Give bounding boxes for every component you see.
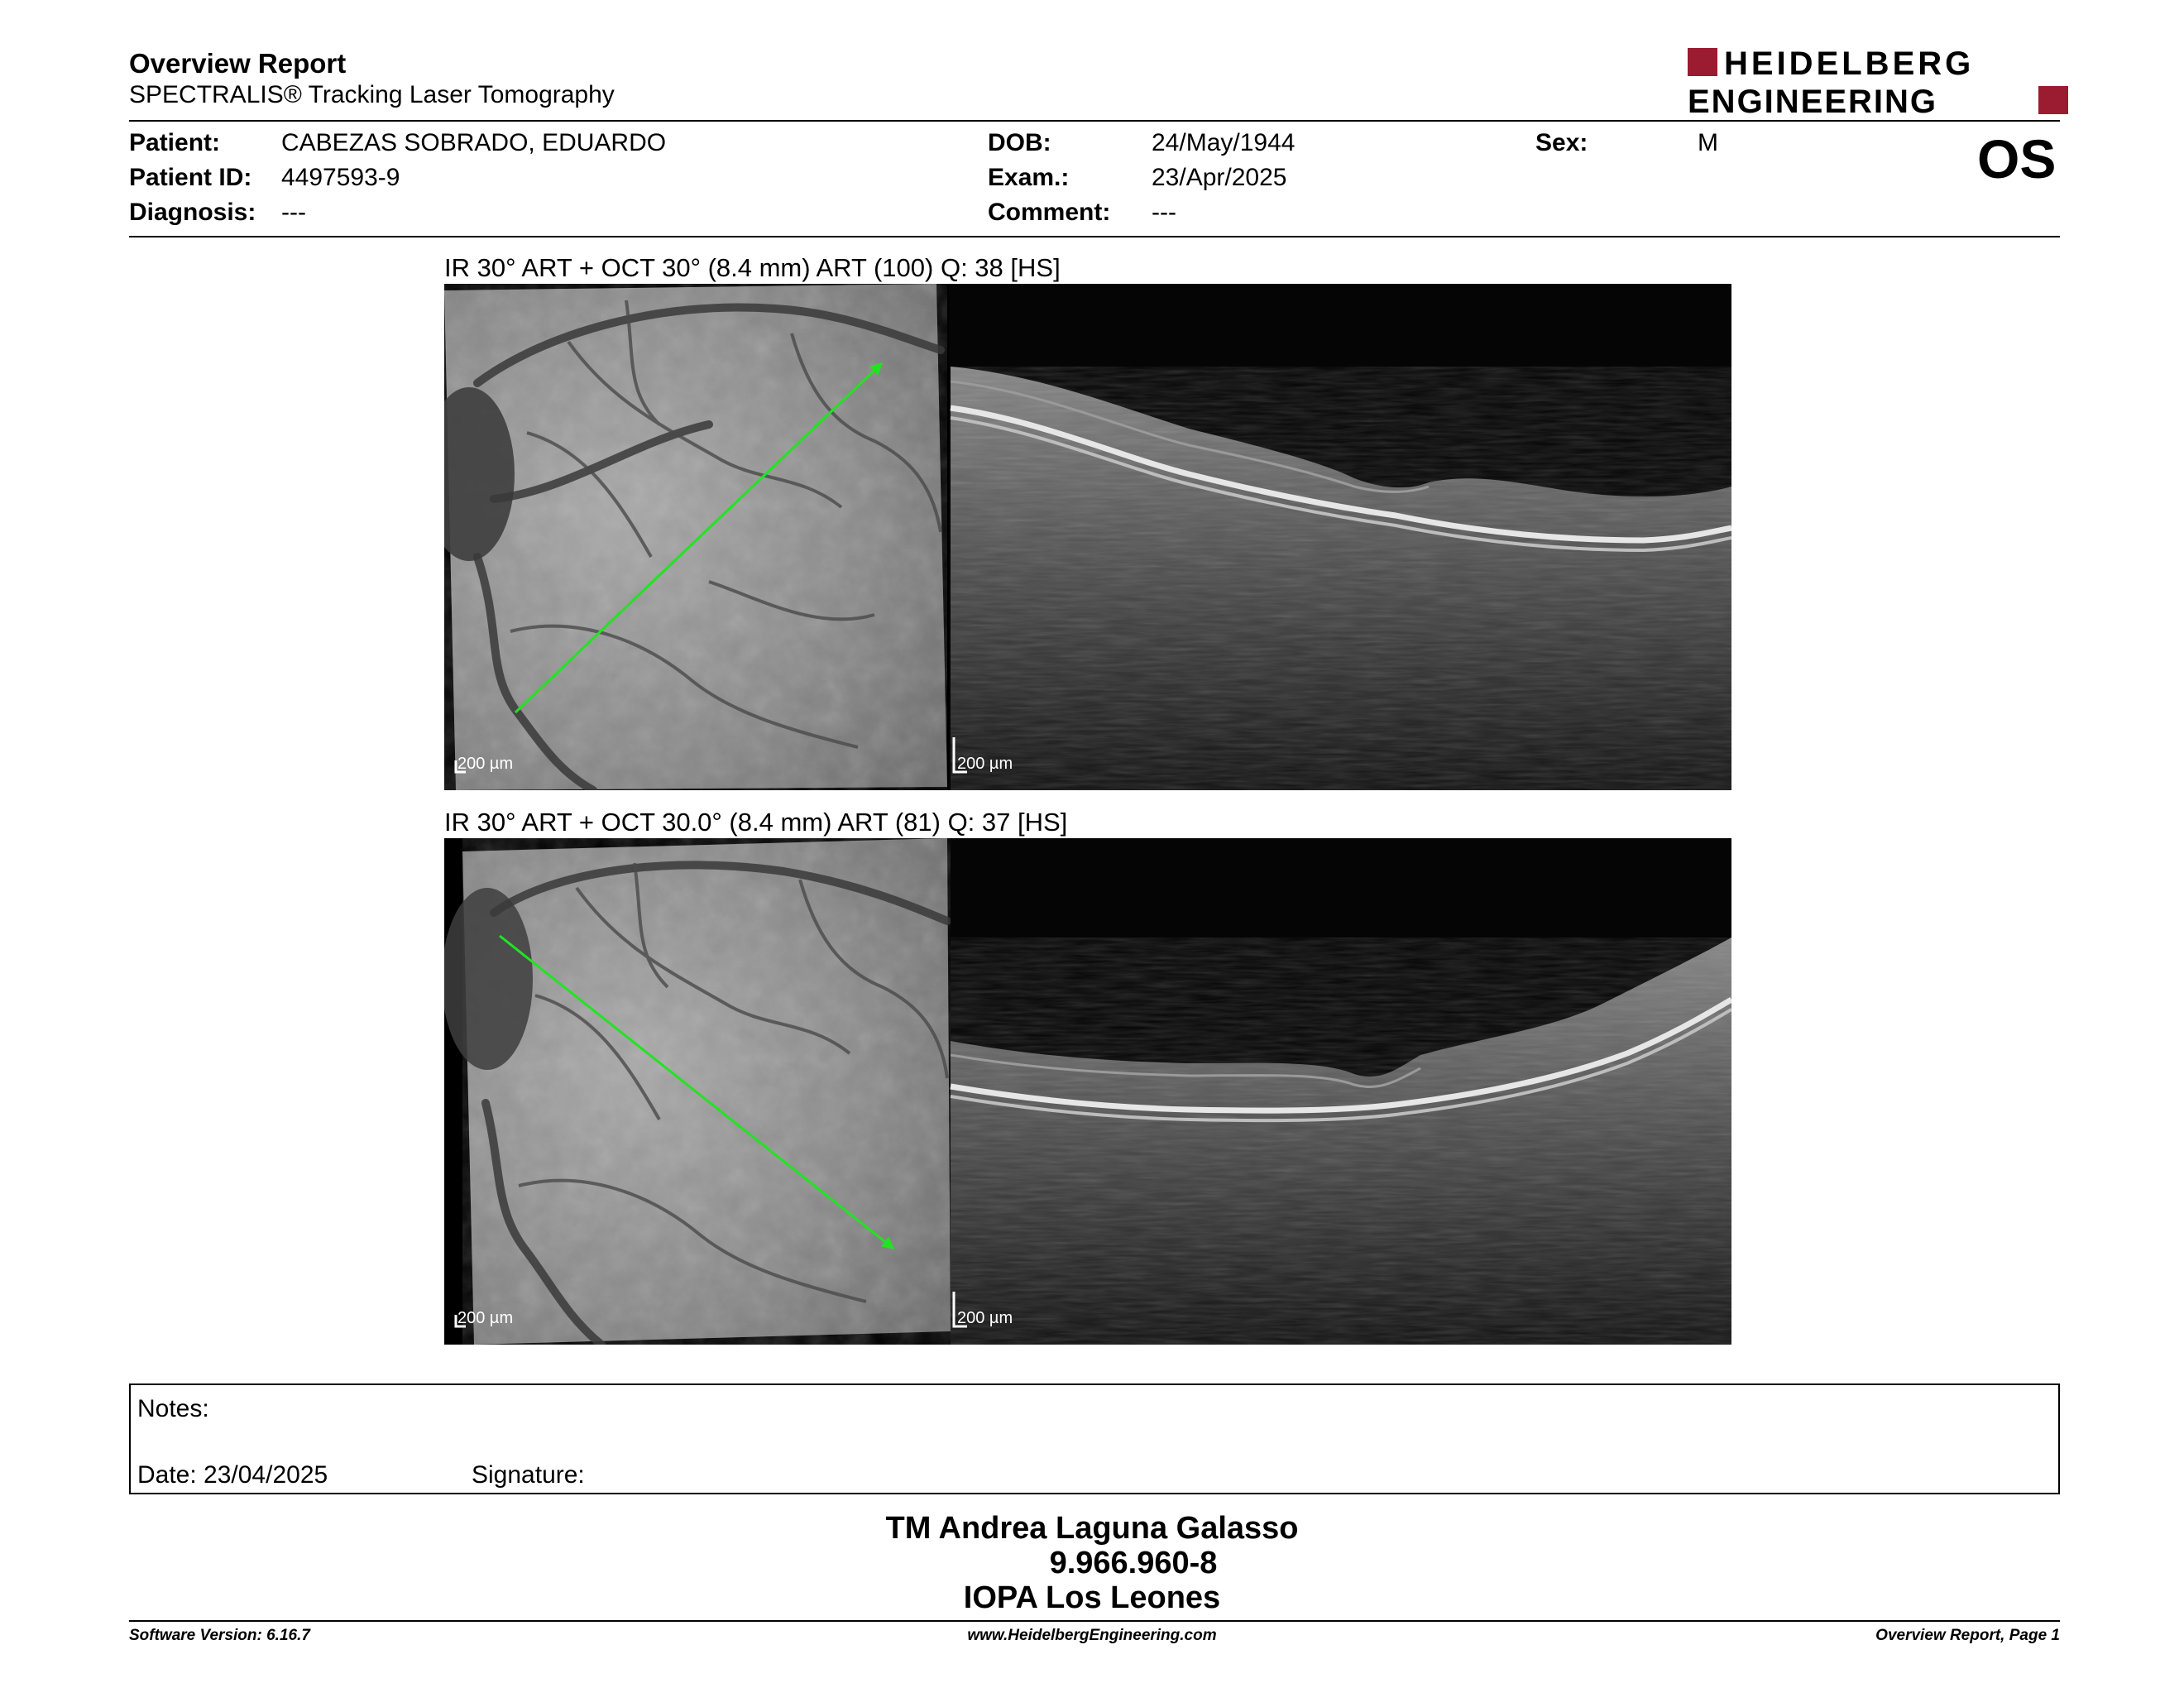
report-subtitle: SPECTRALIS® Tracking Laser Tomography (129, 81, 615, 108)
exam-label: Exam.: (988, 164, 1070, 191)
notes-date: Date: 23/04/2025 (137, 1461, 328, 1489)
scan-2-panel (444, 838, 1731, 1345)
dob-value: 24/May/1944 (1152, 129, 1296, 156)
logo-text-bottom: ENGINEERING (1688, 84, 1938, 117)
scan-2-caption: IR 30° ART + OCT 30.0° (8.4 mm) ART (81) Q: 37 [HS] (444, 808, 1068, 837)
scan-1-panel (444, 284, 1731, 790)
signer-name: TM Andrea Laguna Galasso (885, 1511, 1299, 1546)
scan-1-oct-image (949, 284, 1731, 790)
signer-institution: IOPA Los Leones (963, 1580, 1221, 1615)
diagnosis-label: Diagnosis: (129, 199, 256, 226)
dob-label: DOB: (988, 129, 1051, 156)
scan-2-ir-scale-label: 200 µm (457, 1309, 514, 1327)
report-title: Overview Report (129, 48, 347, 79)
notes-label: Notes: (137, 1395, 209, 1422)
patient-name: CABEZAS SOBRADO, EDUARDO (281, 129, 667, 156)
scan-2-oct-image (951, 838, 1731, 1345)
footer-divider (129, 1620, 2060, 1622)
scan-1-ir-scale-label: 200 µm (457, 755, 514, 773)
patient-divider (129, 236, 2060, 237)
signer-rut: 9.966.960-8 (1049, 1546, 1218, 1580)
patient-id: 4497593-9 (281, 164, 400, 191)
patient-id-label: Patient ID: (129, 164, 252, 191)
software-version: Software Version: 6.16.7 (129, 1627, 310, 1644)
sex-label: Sex: (1535, 129, 1588, 156)
comment-value: --- (1152, 199, 1176, 226)
eye-indicator: OS (1977, 128, 2057, 189)
scan-1-caption: IR 30° ART + OCT 30° (8.4 mm) ART (100) Q: 38 [HS] (444, 253, 1061, 282)
exam-value: 23/Apr/2025 (1152, 164, 1287, 191)
scan-1-oct-scale-label: 200 µm (957, 755, 1013, 773)
website-link[interactable]: www.HeidelbergEngineering.com (967, 1627, 1217, 1644)
heidelberg-logo (1688, 46, 2068, 117)
signature-label: Signature: (472, 1461, 585, 1489)
logo-text-top: HEIDELBERG (1724, 46, 1975, 82)
scan-2-oct-scale-label: 200 µm (957, 1309, 1013, 1327)
header-divider (129, 120, 2060, 122)
comment-label: Comment: (988, 199, 1111, 226)
diagnosis-value: --- (281, 199, 306, 226)
sex-value: M (1698, 129, 1718, 156)
page-number: Overview Report, Page 1 (1875, 1627, 2060, 1644)
patient-label: Patient: (129, 129, 221, 156)
notes-box[interactable] (129, 1383, 2060, 1494)
scan-1-fundus-image (444, 284, 947, 790)
